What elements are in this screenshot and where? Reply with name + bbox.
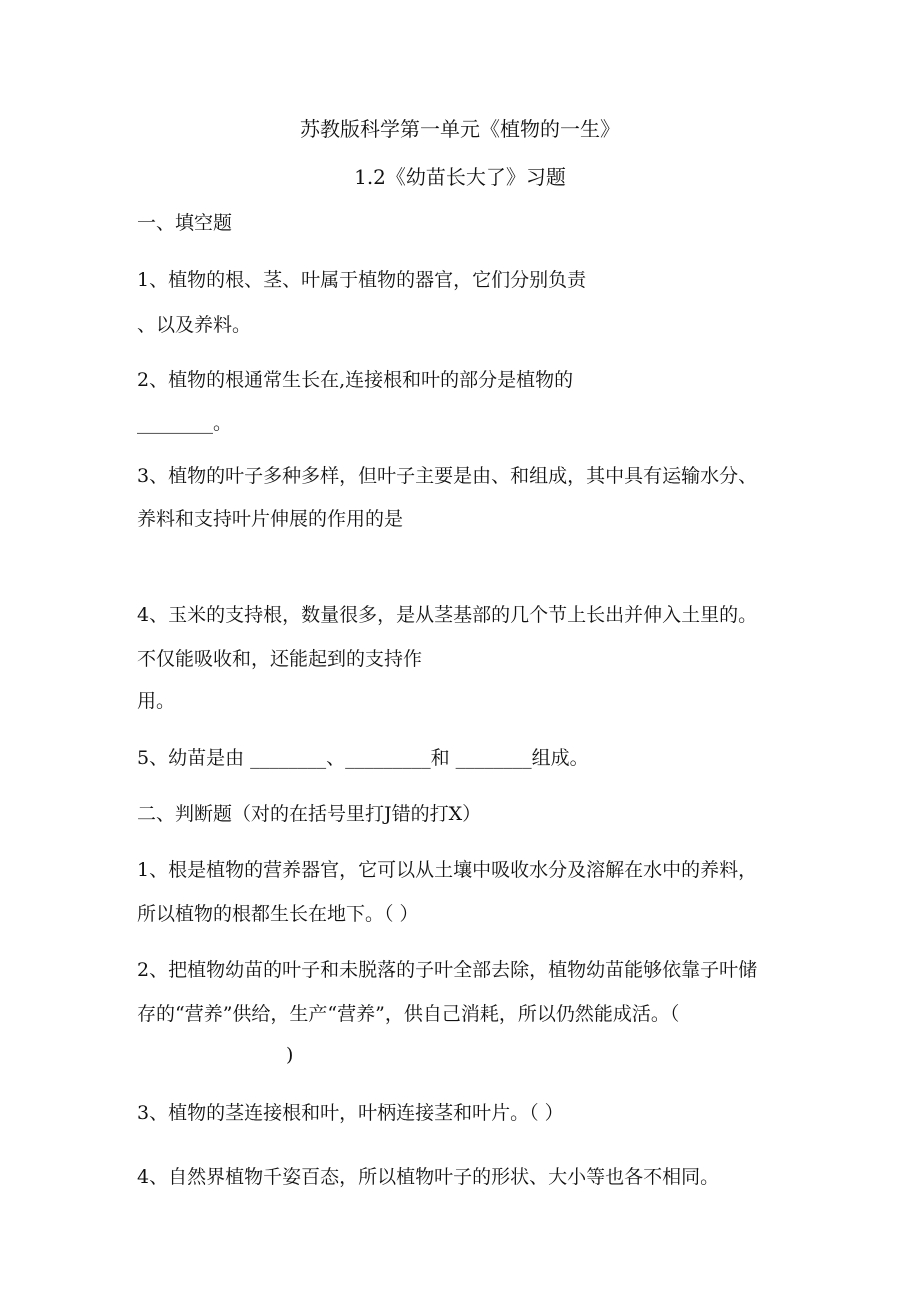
section-heading-true-false: 二、判断题（对的在括号里打J错的打X） (137, 803, 482, 825)
question-text: 1、根是植物的营养器官，它可以从土壤中吸收水分及溶解在水中的养料， (137, 859, 758, 881)
section-heading-fill-blank: 一、填空题 (137, 212, 233, 234)
question-text: 2、植物的根通常生长在,连接根和叶的部分是植物的 (137, 369, 574, 391)
question-text: 4、玉米的支持根，数量很多，是从茎基部的几个节上长出并伸入土里的。 (137, 604, 758, 626)
question-text: 2、把植物幼苗的叶子和未脱落的子叶全部去除，植物幼苗能够依靠子叶储 (137, 959, 758, 981)
question-text: 用。 (137, 690, 176, 712)
question-text: 养料和支持叶片伸展的作用的是 (137, 508, 404, 530)
question-text: 1、植物的根、茎、叶属于植物的器官，它们分别负责 (137, 269, 587, 291)
question-text: 4、自然界植物千姿百态，所以植物叶子的形状、大小等也各不相同。 (137, 1166, 720, 1188)
answer-blank: ________。 (137, 412, 233, 434)
question-text: 3、植物的叶子多种多样，但叶子主要是由、和组成，其中具有运输水分、 (137, 465, 758, 487)
question-text: 存的“营养”供给，生产“营养”，供自己消耗，所以仍然能成活。（ (137, 1003, 680, 1025)
question-text: 3、植物的茎连接根和叶，叶柄连接茎和叶片。（ ） (137, 1102, 564, 1124)
answer-bracket: ) (286, 1044, 294, 1066)
document-subtitle: 1.2《幼苗长大了》习题 (354, 165, 566, 189)
question-text: 、以及养料。 (137, 314, 252, 336)
document-title: 苏教版科学第一单元《植物的一生》 (300, 117, 620, 141)
question-text: 所以植物的根都生长在地下。（ ） (137, 903, 419, 925)
question-text: 不仅能吸收和，还能起到的支持作 (137, 648, 423, 670)
question-text: 5、幼苗是由 ________、_________和 ________组成。 (137, 747, 589, 769)
